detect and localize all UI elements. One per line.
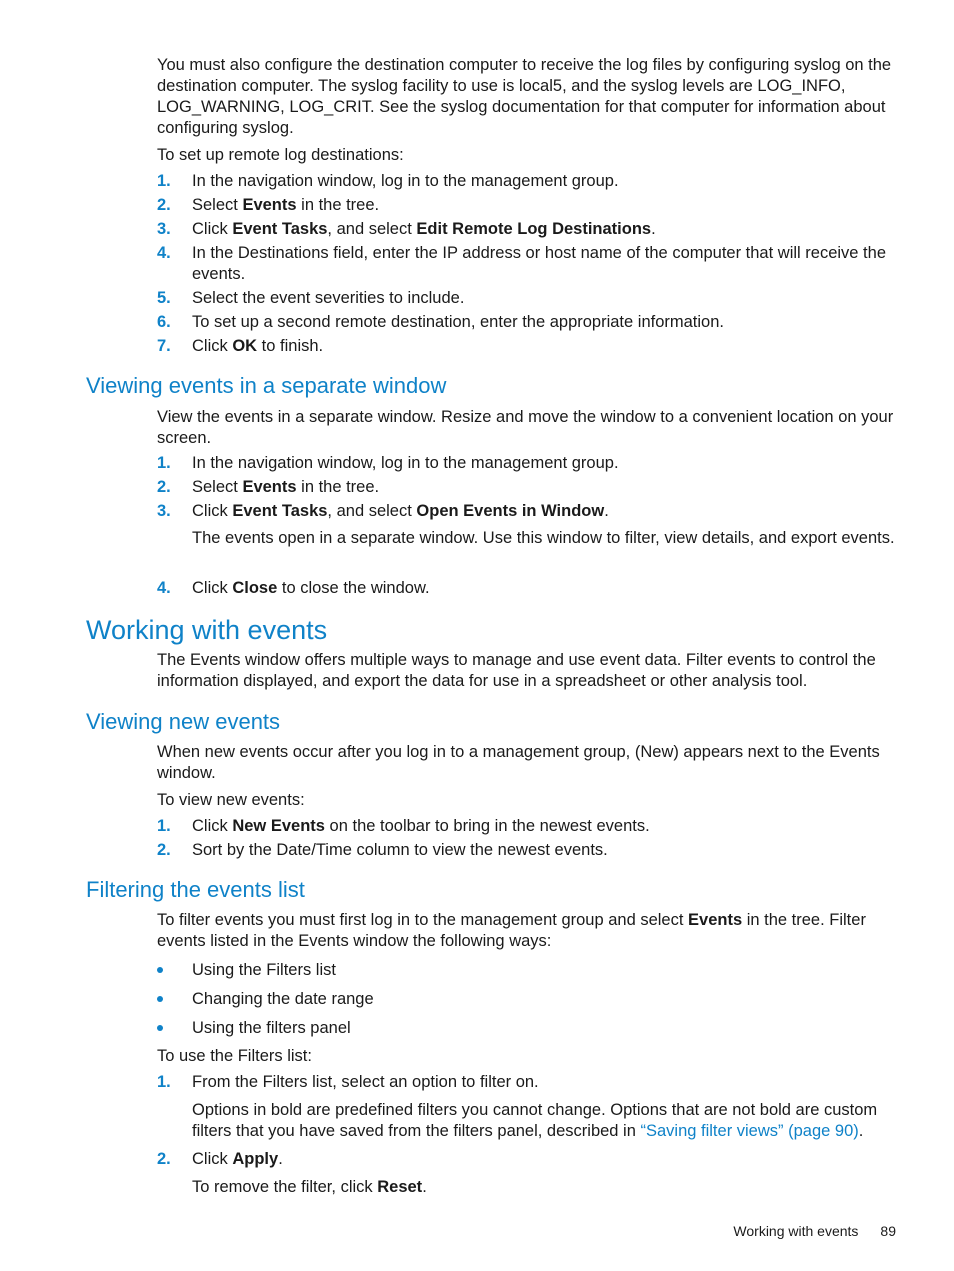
section-lead: To view new events:: [157, 791, 305, 809]
step-text: Sort by the Date/Time column to view the newest events.: [192, 841, 608, 859]
bullet-text: Using the filters panel: [192, 1019, 351, 1037]
step-note: The events open in a separate window. Use this window to filter, view details, and export events.: [192, 529, 895, 547]
step-number: 1.: [157, 172, 171, 190]
step-text: Click Close to close the window.: [192, 579, 430, 597]
step-number: 2.: [157, 478, 171, 496]
step-number: 2.: [157, 841, 171, 859]
bullet-text: Changing the date range: [192, 990, 374, 1008]
step-number: 3.: [157, 502, 171, 520]
section-lead: To use the Filters list:: [157, 1047, 312, 1065]
step-text: Click Event Tasks, and select Open Events in Window.: [192, 502, 609, 520]
step-text: Click Apply.: [192, 1150, 283, 1168]
step-text: Select Events in the tree.: [192, 196, 380, 214]
step-number: 3.: [157, 220, 171, 238]
section-heading: Viewing new events: [86, 709, 281, 734]
bullet-icon: [157, 967, 163, 973]
step-number: 2.: [157, 196, 171, 214]
step-text: In the Destinations field, enter the IP address or host name of the computer that will receive the events.: [192, 244, 886, 283]
step-number: 7.: [157, 337, 171, 355]
chapter-heading: Working with events: [86, 615, 328, 645]
step-text: Select Events in the tree.: [192, 478, 380, 496]
step-number: 1.: [157, 1073, 171, 1091]
step-number: 1.: [157, 454, 171, 472]
intro-lead: To set up remote log destinations:: [157, 146, 404, 164]
section-paragraph: View the events in a separate window. Resize and move the window to a convenient location on your screen.: [157, 408, 894, 447]
intro-paragraph: You must also configure the destination computer to receive the log files by configuring syslog on the destination computer. The syslog facility to use is local5, and the syslog levels are LOG_INFO, LOG_WARNING, LOG_CRIT. See the syslog documentation for that computer for information about configuring syslog.: [157, 56, 892, 137]
step-text: In the navigation window, log in to the management group.: [192, 172, 619, 190]
footer-section-title: Working with events: [733, 1223, 859, 1239]
step-number: 4.: [157, 579, 171, 597]
section-paragraph: When new events occur after you log in to a management group, (New) appears next to the Events window.: [157, 743, 880, 782]
section-paragraph: To filter events you must first log in to the management group and select Events in the tree. Filter events listed in the Events window the following ways:: [157, 911, 866, 950]
step-text: Click New Events on the toolbar to bring in the newest events.: [192, 817, 650, 835]
step-number: 1.: [157, 817, 171, 835]
step-text: To set up a second remote destination, enter the appropriate information.: [192, 313, 724, 331]
section-heading: Viewing events in a separate window: [86, 373, 447, 398]
page-footer: [733, 1222, 896, 1240]
section-heading: Filtering the events list: [86, 877, 305, 902]
step-number: 6.: [157, 313, 171, 331]
section-paragraph: The Events window offers multiple ways to manage and use event data. Filter events to control the information displayed, and export the data for use in a spreadsheet or other analysis tool.: [157, 651, 876, 690]
cross-reference-link[interactable]: “Saving filter views” (page 90): [640, 1122, 859, 1140]
step-text: Click OK to finish.: [192, 337, 324, 355]
step-number: 5.: [157, 289, 171, 307]
bullet-text: Using the Filters list: [192, 961, 336, 979]
step-text: Click Event Tasks, and select Edit Remote Log Destinations.: [192, 220, 656, 238]
step-text: In the navigation window, log in to the management group.: [192, 454, 619, 472]
step-text: Select the event severities to include.: [192, 289, 465, 307]
page-number: 89: [880, 1223, 896, 1239]
step-number: 2.: [157, 1150, 171, 1168]
step-note: To remove the filter, click Reset.: [192, 1178, 427, 1196]
step-number: 4.: [157, 244, 171, 262]
step-note: Options in bold are predefined filters you cannot change. Options that are not bold are custom filters that you have saved from the filters panel, described in “Saving filter views” (page 90).: [192, 1101, 878, 1140]
bullet-icon: [157, 1025, 163, 1031]
bullet-icon: [157, 996, 163, 1002]
step-text: From the Filters list, select an option to filter on.: [192, 1073, 539, 1091]
